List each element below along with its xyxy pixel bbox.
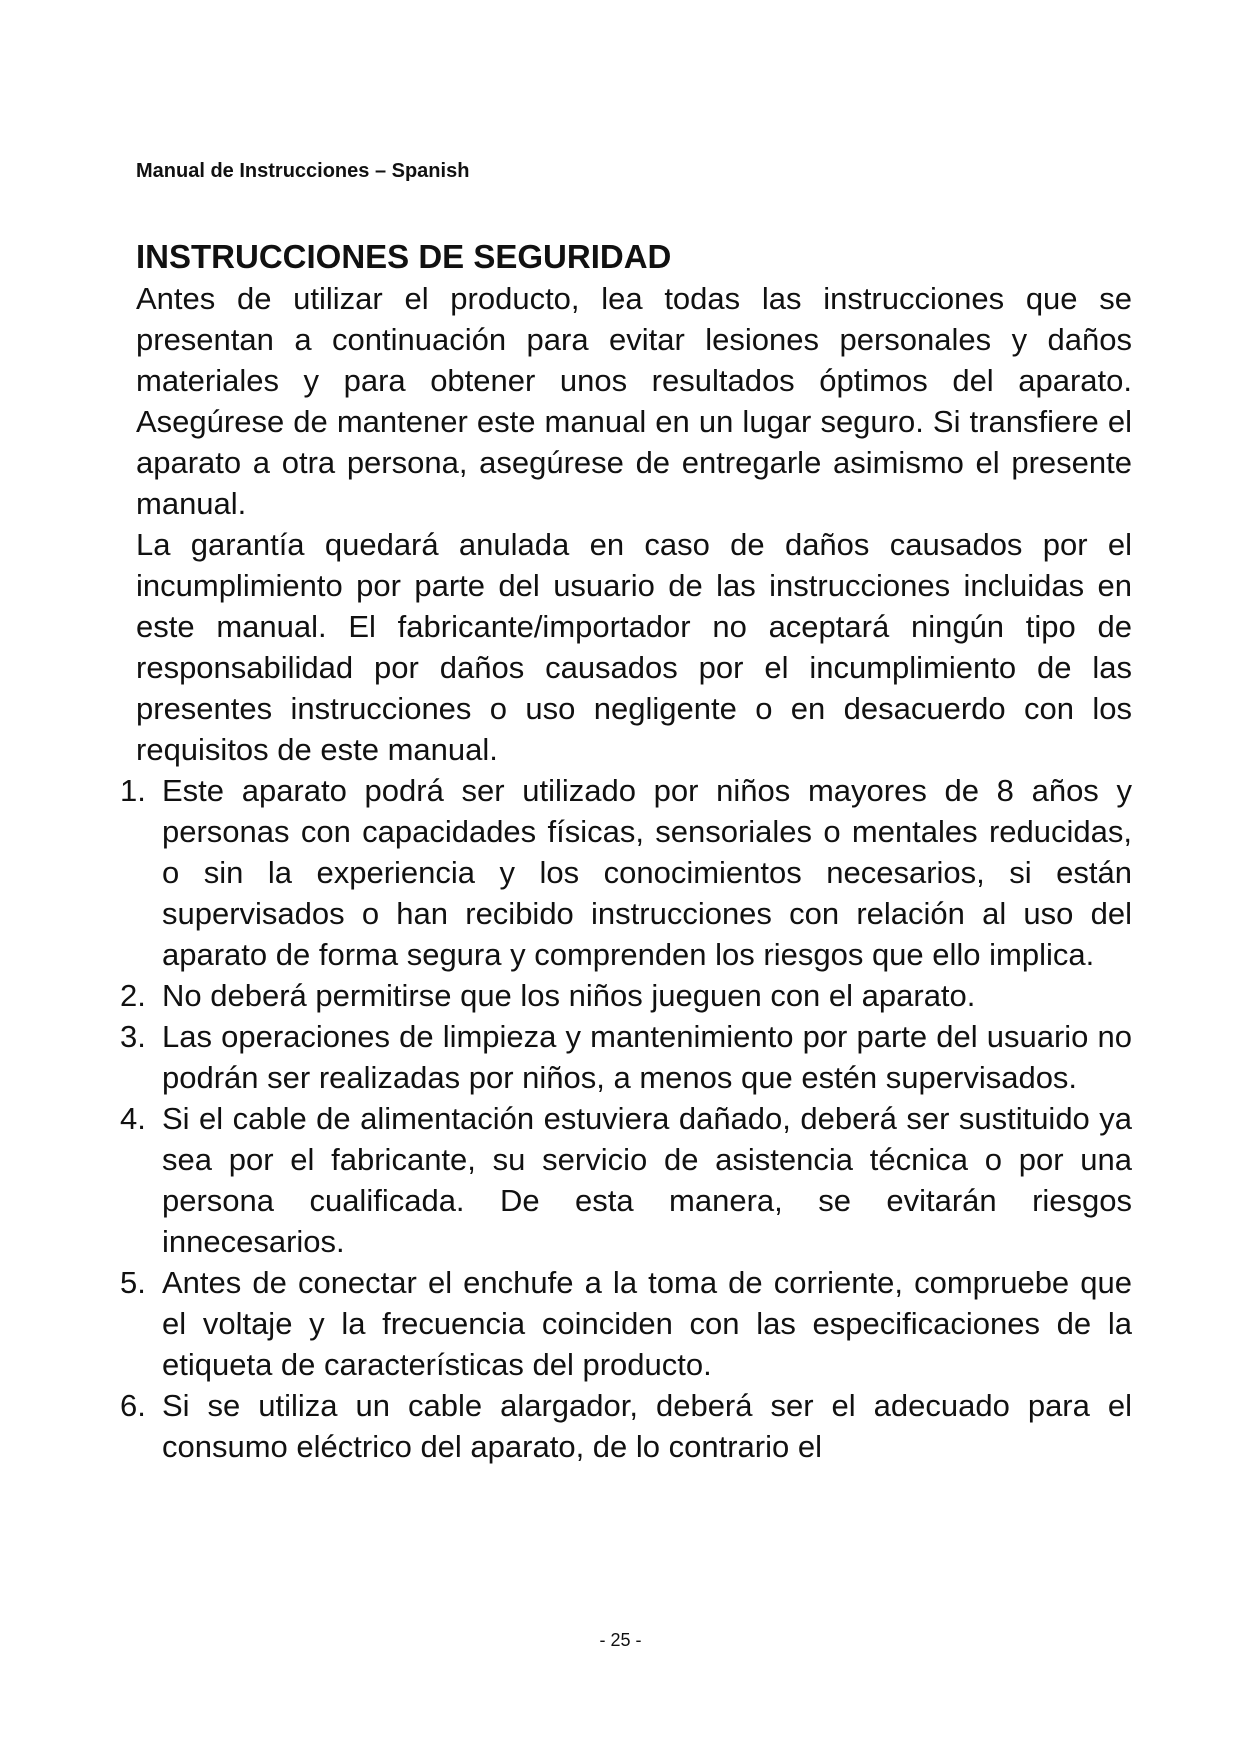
list-item	[120, 1098, 1132, 1262]
list-item-number: 4.	[120, 1101, 146, 1136]
list-item	[120, 975, 1132, 1016]
list-item-number: 1.	[120, 773, 146, 808]
safety-list	[120, 770, 1132, 1467]
list-item	[120, 770, 1132, 975]
manual-header: Manual de Instrucciones – Spanish	[136, 160, 470, 182]
list-item	[120, 1385, 1132, 1467]
list-item-text: No deberá permitirse que los niños jueguen con el aparato.	[162, 978, 976, 1013]
list-item-text: Antes de conectar el enchufe a la toma de corriente, compruebe que el voltaje y la frecuencia coinciden con las especificaciones de la etiqueta de características del producto.	[162, 1265, 1132, 1382]
list-item-number: 2.	[120, 978, 146, 1013]
list-item	[120, 1016, 1132, 1098]
list-item	[120, 1262, 1132, 1385]
warranty-paragraph: La garantía quedará anulada en caso de daños causados por el incumplimiento por parte del usuario de las instrucciones incluidas en este manual. El fabricante/importador no aceptará ningún tipo de responsabilidad por daños causados por el incumplimiento de las presentes instrucciones o uso negligente o en desacuerdo con los requisitos de este manual.	[136, 527, 1132, 767]
list-item-number: 6.	[120, 1388, 146, 1423]
page-number: - 25 -	[599, 1630, 642, 1650]
safety-section	[120, 236, 1132, 1467]
section-title: INSTRUCCIONES DE SEGURIDAD	[136, 238, 672, 275]
list-item-number: 5.	[120, 1265, 146, 1300]
list-item-number: 3.	[120, 1019, 146, 1054]
intro-paragraph: Antes de utilizar el producto, lea todas las instrucciones que se presentan a continuación para evitar lesiones personales y daños materiales y para obtener unos resultados óptimos del aparato. Asegúrese de mantener este manual en un lugar seguro. Si transfiere el aparato a otra persona, asegúrese de entregarle asimismo el presente manual.	[136, 281, 1132, 521]
list-item-text: Este aparato podrá ser utilizado por niños mayores de 8 años y personas con capacidades físicas, sensoriales o mentales reducidas, o sin la experiencia y los conocimientos necesarios, si están supervisados o han recibido instrucciones con relación al uso del aparato de forma segura y comprenden los riesgos que ello implica.	[162, 773, 1132, 972]
list-item-text: Si se utiliza un cable alargador, deberá ser el adecuado para el consumo eléctrico del aparato, de lo contrario el	[162, 1388, 1132, 1464]
list-item-text: Las operaciones de limpieza y mantenimiento por parte del usuario no podrán ser realizadas por niños, a menos que estén supervisados.	[162, 1019, 1132, 1095]
list-item-text: Si el cable de alimentación estuviera dañado, deberá ser sustituido ya sea por el fabricante, su servicio de asistencia técnica o por una persona cualificada. De esta manera, se evitarán riesgos innecesarios.	[162, 1101, 1132, 1259]
